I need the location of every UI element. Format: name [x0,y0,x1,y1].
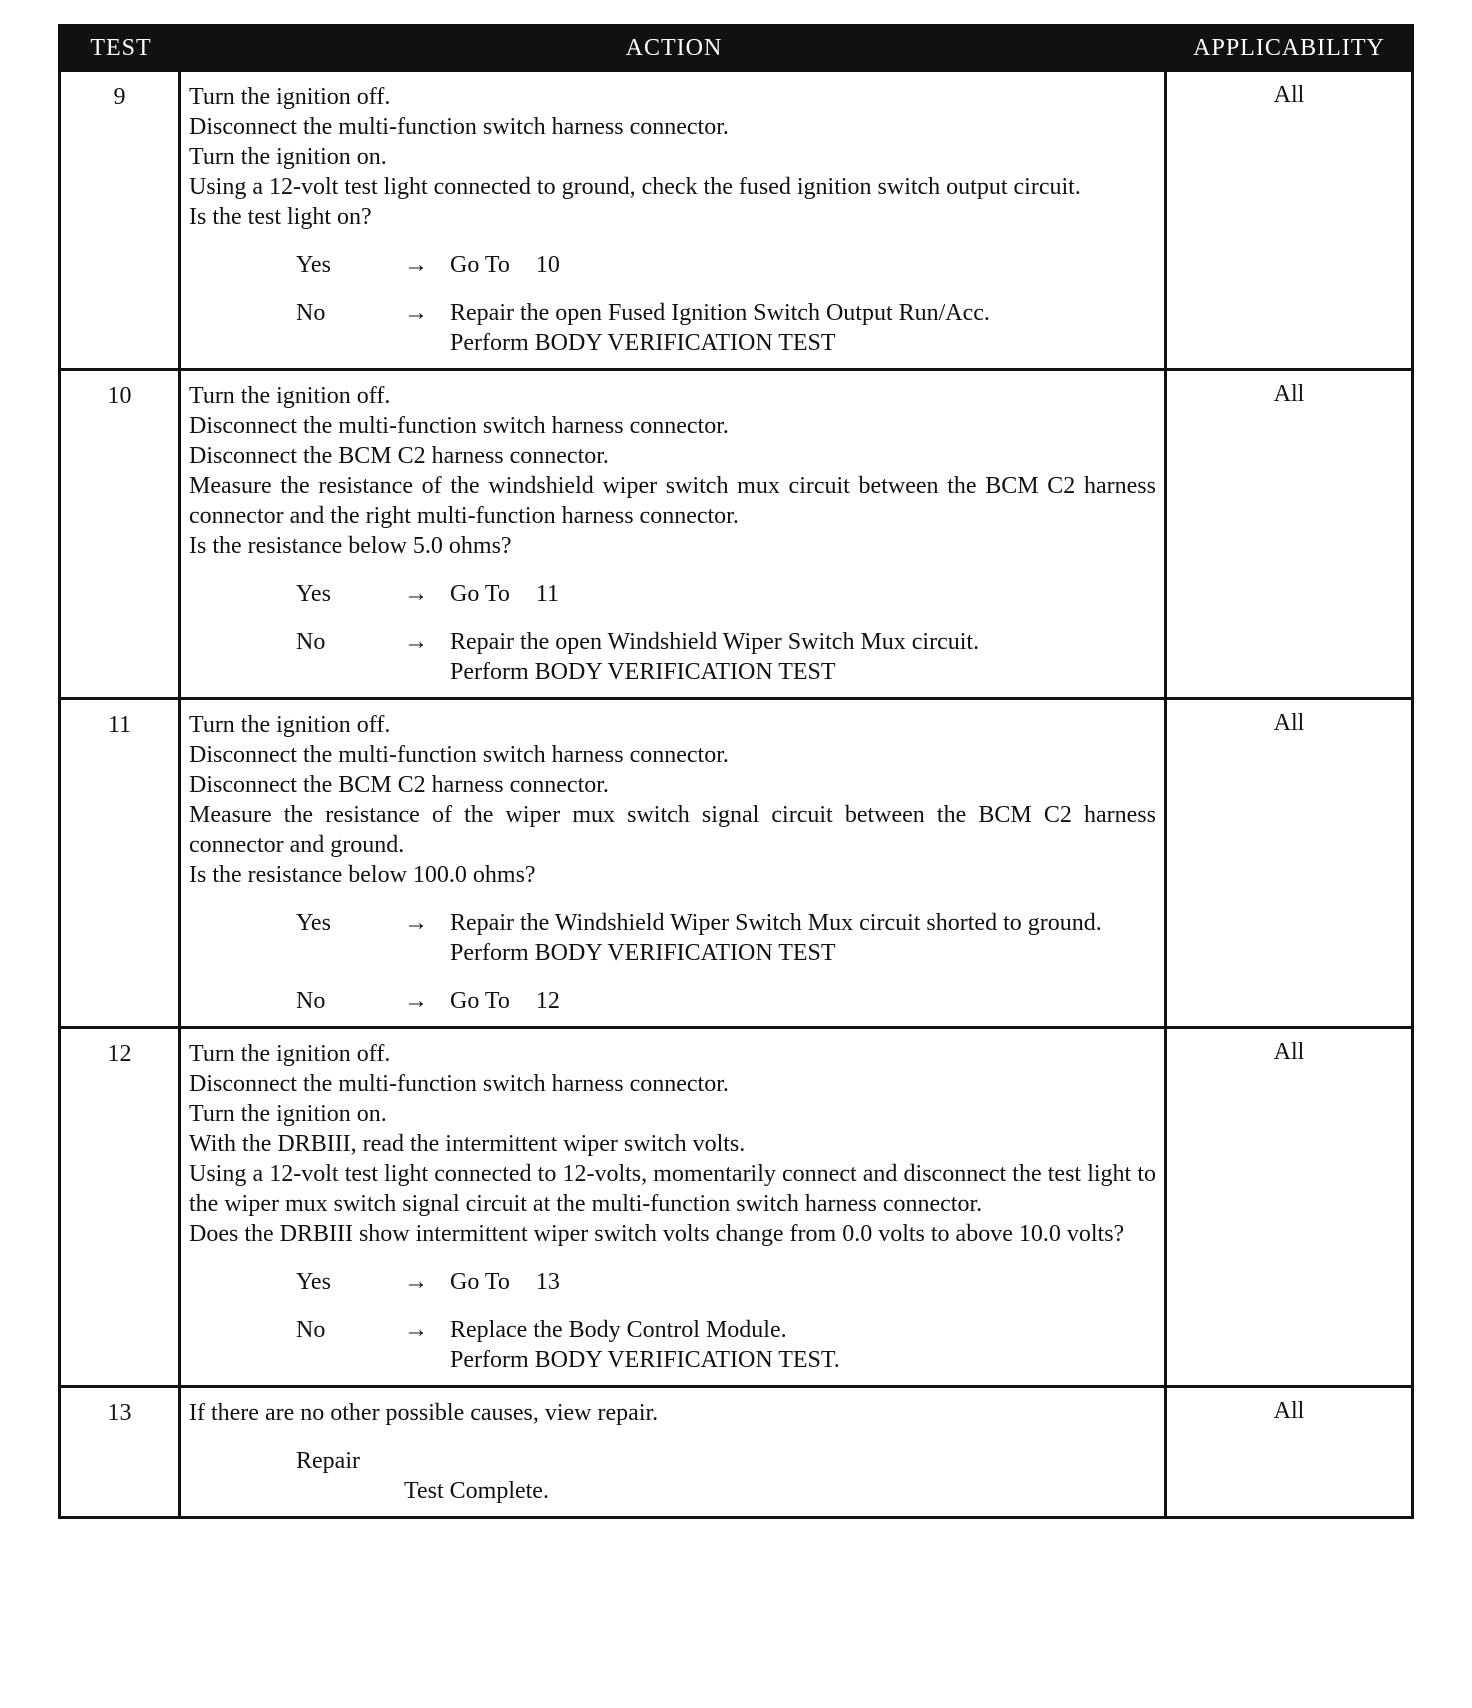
outcome-text: Repair the Windshield Wiper Switch Mux circuit shorted to ground. [450,910,1102,936]
action-cell [181,371,1167,697]
action-line: If there are no other possible causes, view repair. [189,1400,659,1426]
goto-number: 12 [535,988,560,1014]
no-label: No [296,1317,326,1343]
applicability-cell: All [1273,381,1305,407]
test-row-11 [61,697,1411,1026]
yes-outcome [189,579,1156,609]
action-line: Turn the ignition off. [189,1041,391,1067]
yes-label: Yes [296,581,331,607]
action-line: Is the resistance below 5.0 ohms? [189,533,512,559]
action-line: Turn the ignition on. [189,144,387,170]
test-number: 10 [61,371,181,697]
no-outcome [189,298,1156,358]
yes-outcome [189,908,1156,968]
no-outcome [189,627,1156,687]
repair-text: Test Complete. [404,1478,549,1504]
outcome-text: Perform BODY VERIFICATION TEST [450,659,836,685]
outcome-text: Perform BODY VERIFICATION TEST [450,940,836,966]
action-line: Disconnect the BCM C2 harness connector. [189,772,609,798]
action-line: Disconnect the multi-function switch harness connector. [189,114,729,140]
applicability-cell: All [1273,1039,1305,1065]
action-line: Turn the ignition off. [189,84,391,110]
arrow-icon: → [404,629,428,655]
action-cell [181,72,1167,368]
test-row-10 [61,368,1411,697]
goto-label: Go To [450,988,510,1014]
action-cell [181,1388,1167,1516]
outcome-text: Perform BODY VERIFICATION TEST. [450,1347,840,1373]
arrow-icon: → [404,910,428,936]
goto-label: Go To [450,1269,510,1295]
applicability-cell: All [1273,710,1305,736]
yes-label: Yes [296,910,331,936]
action-line: Measure the resistance of the windshield wiper switch mux circuit between the BCM C2 harness connector and the right multi-function harness connector. [189,473,1156,529]
repair-outcome [189,1446,1156,1506]
action-line: Using a 12-volt test light connected to 12-volts, momentarily connect and disconnect the test light to the wiper mux switch signal circuit at the multi-function switch harness connector. [189,1161,1156,1217]
action-line: Disconnect the BCM C2 harness connector. [189,443,609,469]
no-outcome [189,986,1156,1016]
arrow-icon: → [404,1317,428,1343]
action-line: With the DRBIII, read the intermittent wiper switch volts. [189,1131,746,1157]
no-label: No [296,629,326,655]
action-line: Turn the ignition off. [189,383,391,409]
action-line: Turn the ignition on. [189,1101,387,1127]
goto-label: Go To [450,581,510,607]
action-line: Is the resistance below 100.0 ohms? [189,862,536,888]
outcome-text: Perform BODY VERIFICATION TEST [450,330,836,356]
yes-label: Yes [296,252,331,278]
yes-label: Yes [296,1269,331,1295]
applicability-cell: All [1273,82,1305,108]
yes-outcome [189,250,1156,280]
test-row-12 [61,1026,1411,1385]
action-line: Disconnect the multi-function switch harness connector. [189,742,729,768]
diagnostic-test-table [58,24,1414,1519]
header-applicability: APPLICABILITY [1193,34,1385,61]
arrow-icon: → [404,988,428,1014]
applicability-cell: All [1273,1398,1305,1424]
action-cell [181,1029,1167,1385]
arrow-icon: → [404,581,428,607]
test-row-13 [61,1385,1411,1516]
outcome-text: Replace the Body Control Module. [450,1317,787,1343]
goto-number: 11 [535,581,559,607]
test-number: 9 [61,72,181,368]
arrow-icon: → [404,252,428,278]
table-header [61,27,1411,69]
action-cell [181,700,1167,1026]
header-test: TEST [90,34,152,61]
action-line: Disconnect the multi-function switch harness connector. [189,1071,729,1097]
action-line: Does the DRBIII show intermittent wiper switch volts change from 0.0 volts to above 10.0 volts? [189,1221,1125,1247]
no-outcome [189,1315,1156,1375]
goto-label: Go To [450,252,510,278]
goto-number: 13 [535,1269,560,1295]
action-line: Disconnect the multi-function switch harness connector. [189,413,729,439]
arrow-icon: → [404,1269,428,1295]
goto-number: 10 [535,252,560,278]
test-number: 11 [61,700,181,1026]
action-line: Using a 12-volt test light connected to ground, check the fused ignition switch output circuit. [189,174,1081,200]
repair-label: Repair [296,1448,360,1474]
arrow-icon: → [404,300,428,326]
action-line: Turn the ignition off. [189,712,391,738]
action-line: Measure the resistance of the wiper mux switch signal circuit between the BCM C2 harness connector and ground. [189,802,1156,858]
test-number: 13 [61,1388,181,1516]
test-number: 12 [61,1029,181,1385]
outcome-text: Repair the open Fused Ignition Switch Output Run/Acc. [450,300,990,326]
no-label: No [296,988,326,1014]
action-line: Is the test light on? [189,204,372,230]
test-row-9 [61,69,1411,368]
no-label: No [296,300,326,326]
header-action: ACTION [625,34,723,61]
outcome-text: Repair the open Windshield Wiper Switch Mux circuit. [450,629,980,655]
yes-outcome [189,1267,1156,1297]
